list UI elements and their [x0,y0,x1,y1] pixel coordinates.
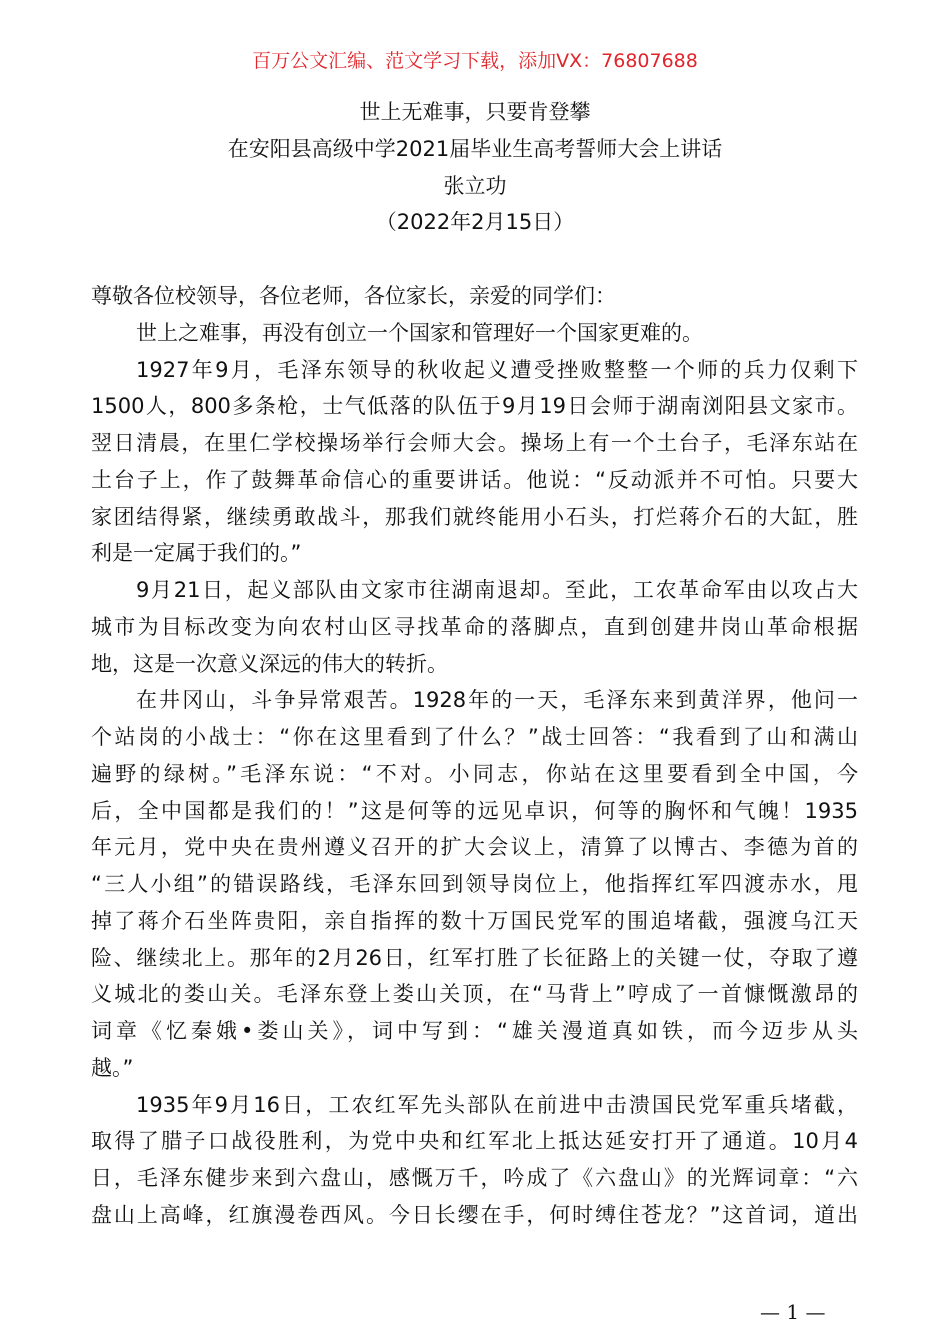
text-line: 掉了蒋介石坐阵贵阳，亲自指挥的数十万国民党军的围追堵截，强渡乌江天 [91,908,858,933]
text-line: 日，毛泽东健步来到六盘山，感慨万千，吟成了《六盘山》的光辉词章：“六 [91,1166,858,1190]
paragraph [91,352,858,573]
text-line: 个站岗的小战士：“你在这里看到了什么？”战士回答：“我看到了山和满山 [91,725,858,749]
text-line: 1935年9月16日，工农红军先头部队在前进中击溃国民党军重兵堵截， [136,1092,858,1117]
paragraph [91,1087,858,1234]
paragraph [91,315,858,352]
text-line: 地，这是一次意义深远的伟大的转折。 [91,651,448,676]
page-number: — 1 — [760,1300,826,1324]
text-line: 翌日清晨，在里仁学校操场举行会师大会。操场上有一个土台子，毛泽东站在 [91,431,858,455]
text-line: 尊敬各位校领导，各位老师，各位家长，亲爱的同学们： [91,284,616,308]
text-line: 家团结得紧，继续勇敢战斗，那我们就终能用小石头，打烂蒋介石的大缸，胜 [91,504,858,529]
text-line: 取得了腊子口战役胜利，为党中央和红军北上抵达延安打开了通道。10月4 [91,1129,858,1154]
text-line: 土台子上，作了鼓舞革命信心的重要讲话。他说：“反动派并不可怕。只要大 [91,467,858,492]
document-subtitle: 在安阳县高级中学2021届毕业生高考誓师大会上讲话 [227,137,723,161]
text-line: 遍野的绿树。”毛泽东说：“不对。小同志，你站在这里要看到全中国，今 [91,761,858,786]
text-line: 1500人，800多条枪，士气低落的队伍于9月19日会师于湖南浏阳县文家市。 [91,394,858,419]
text-line: 词章《忆秦娥•娄山关》，词中写到：“雄关漫道真如铁，而今迈步从头 [91,1019,858,1043]
text-line: “三人小组”的错误路线，毛泽东回到领导岗位上，他指挥红军四渡赤水，甩 [91,872,858,896]
author: 张立功 [443,174,507,198]
text-line: 越。” [91,1055,134,1080]
paragraph [91,682,858,1086]
text-line: 9月21日，起义部队由文家市往湖南退却。至此，工农革命军由以攻占大 [136,578,858,602]
paragraph [91,572,858,682]
text-line: 义城北的娄山关。毛泽东登上娄山关顶，在“马背上”哼成了一首慷慨激昂的 [91,982,858,1007]
watermark-banner: 百万公文汇编、范文学习下载，添加VX：76807688 [252,50,698,72]
text-line: 年元月，党中央在贵州遵义召开的扩大会议上，清算了以博古、李德为首的 [91,835,858,860]
text-line: 世上之难事，再没有创立一个国家和管理好一个国家更难的。 [136,320,703,345]
text-line: 在井冈山，斗争异常艰苦。1928年的一天，毛泽东来到黄洋界，他问一 [136,688,858,713]
text-line: 1927年9月，毛泽东领导的秋收起义遭受挫败整整一个师的兵力仅剩下 [136,357,858,382]
date: （2022年2月15日） [375,210,575,234]
text-line: 盘山上高峰，红旗漫卷西风。今日长缨在手，何时缚住苍龙？”这首词，道出 [91,1202,858,1227]
text-line: 后，全中国都是我们的！”这是何等的远见卓识，何等的胸怀和气魄！1935 [91,798,858,823]
text-line: 城市为目标改变为向农村山区寻找革命的落脚点，直到创建井岗山革命根据 [91,614,858,639]
text-line: 险、继续北上。那年的2月26日，红军打胜了长征路上的关键一仗，夺取了遵 [91,945,858,970]
text-line: 利是一定属于我们的。” [91,541,302,566]
paragraph [91,278,858,315]
document-title: 世上无难事，只要肯登攀 [359,100,591,124]
document-body [91,278,858,1234]
